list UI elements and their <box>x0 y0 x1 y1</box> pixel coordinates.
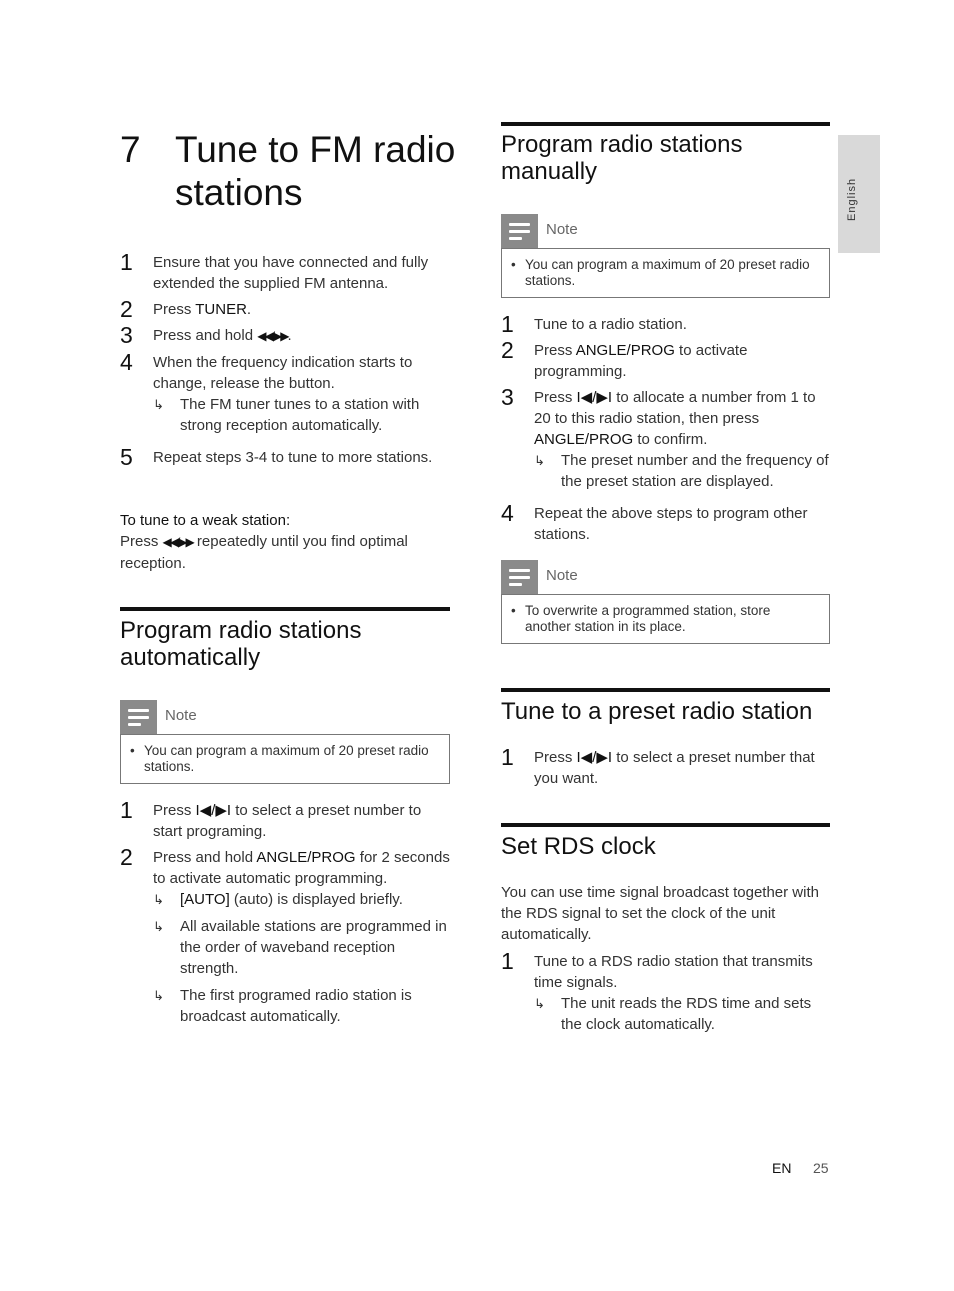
step-text: Tune to a radio station. <box>534 316 687 333</box>
bullet: • <box>511 603 516 618</box>
step-result <box>153 985 450 1027</box>
key-label: ANGLE/PROG <box>256 849 356 866</box>
step-text-mid: to allocate a number from 1 to 20 to this radio station, then press <box>534 389 816 427</box>
list-item <box>120 349 450 436</box>
step-result <box>534 993 830 1035</box>
key-label: TUNER <box>195 301 247 318</box>
step-text-end: . <box>246 301 252 318</box>
step-text: Tune to a RDS radio station that transmits time signals. <box>534 953 813 991</box>
list-item <box>501 744 830 789</box>
result-arrow-icon: ↳ <box>153 892 164 907</box>
note-label: Note <box>546 221 578 238</box>
step-text: Press <box>534 749 577 766</box>
tip-heading: To tune to a weak station: <box>120 512 291 529</box>
result-arrow-icon: ↳ <box>153 988 164 1003</box>
step-text: Press <box>534 389 577 406</box>
step-text: When the frequency indication starts to change, release the button. <box>153 354 413 392</box>
section-title-manual: Program radio stations manually <box>501 131 743 185</box>
note-box <box>501 594 830 644</box>
note-text: You can program a maximum of 20 preset radio stations. <box>144 743 429 774</box>
step-text: Repeat steps 3-4 to tune to more stations. <box>153 449 433 466</box>
note-text: To overwrite a programmed station, store another station in its place. <box>525 603 771 634</box>
section-title-rds: Set RDS clock <box>501 833 656 860</box>
step-text: Press and hold <box>153 327 258 344</box>
preset-steps-list <box>501 744 830 789</box>
note-label: Note <box>546 567 578 584</box>
prev-next-icon: I◀/▶I <box>576 749 613 766</box>
result-text: The unit reads the RDS time and sets the clock automatically. <box>561 995 812 1033</box>
list-item <box>501 311 830 337</box>
step-text-end: to select a preset number that you want. <box>534 749 815 787</box>
list-item <box>120 322 450 348</box>
page-number: 25 <box>813 1160 829 1176</box>
rds-intro: You can use time signal broadcast together with the RDS signal to set the clock of the unit automatically. <box>501 884 819 943</box>
language-tab-label: English <box>846 177 858 221</box>
list-item <box>120 249 450 294</box>
result-arrow-icon: ↳ <box>153 919 164 934</box>
note-icon <box>501 214 538 248</box>
step-number: 1 <box>501 311 514 337</box>
result-text: All available stations are programmed in the order of waveband reception strength. <box>180 918 447 977</box>
step-number: 2 <box>120 844 133 870</box>
step-number: 1 <box>120 249 133 275</box>
note-header <box>120 700 450 734</box>
section-title-auto: Program radio stations automatically <box>120 617 362 671</box>
note-auto <box>120 700 450 784</box>
weak-station-tip <box>120 510 450 574</box>
note-box <box>501 248 830 298</box>
bullet: • <box>130 743 135 758</box>
result-text: (auto) is displayed briefly. <box>229 891 403 908</box>
footer-language: EN <box>772 1160 792 1176</box>
key-label: ANGLE/PROG <box>534 431 634 448</box>
step-text-end: to confirm. <box>633 431 708 448</box>
tune-steps-list <box>120 249 450 470</box>
list-item <box>501 948 830 1035</box>
step-number: 4 <box>120 349 133 375</box>
step-number: 1 <box>120 797 133 823</box>
step-number: 2 <box>120 296 133 322</box>
chapter-heading: Tune to FM radio stations <box>175 129 456 213</box>
auto-steps-list <box>120 797 450 1027</box>
chapter-number: 7 <box>120 129 141 170</box>
list-item <box>501 384 830 492</box>
manual-steps-list <box>501 311 830 545</box>
list-item <box>120 797 450 842</box>
step-text-end: . <box>287 327 292 344</box>
step-result <box>153 916 450 979</box>
step-number: 2 <box>501 337 514 363</box>
step-number: 4 <box>501 500 514 526</box>
result-text: The first programed radio station is broadcast automatically. <box>180 987 412 1025</box>
note-box <box>120 734 450 784</box>
prev-next-icon: ◀◀/▶▶ <box>162 535 193 549</box>
section-divider <box>501 688 830 692</box>
step-number: 1 <box>501 948 514 974</box>
step-number: 3 <box>120 322 133 348</box>
step-text: Ensure that you have connected and fully extended the supplied FM antenna. <box>153 254 429 292</box>
step-text: Repeat the above steps to program other stations. <box>534 505 808 543</box>
result-arrow-icon: ↳ <box>153 397 164 412</box>
bullet: • <box>511 257 516 272</box>
step-text: Press <box>153 301 196 318</box>
step-number: 1 <box>501 744 514 770</box>
step-result <box>153 394 450 436</box>
note-icon <box>120 700 157 734</box>
prev-next-icon: I◀/▶I <box>195 802 232 819</box>
rds-steps-list <box>501 948 830 1035</box>
step-number: 3 <box>501 384 514 410</box>
result-text: The preset number and the frequency of the preset station are displayed. <box>561 452 829 490</box>
step-number: 5 <box>120 444 133 470</box>
step-text: Press <box>534 342 576 359</box>
key-label: ANGLE/PROG <box>575 342 675 359</box>
step-text-end: to activate programming. <box>534 342 748 380</box>
note-header <box>501 214 830 248</box>
tip-text <box>120 531 450 574</box>
prev-next-icon: ◀◀/▶▶ <box>257 329 288 343</box>
step-text-end: to select a preset number to start programing. <box>153 802 422 840</box>
list-item <box>501 337 830 382</box>
tip-text-start: Press <box>120 533 163 550</box>
section-divider <box>501 823 830 827</box>
list-item <box>501 500 830 545</box>
step-text-end: for 2 seconds to activate automatic programming. <box>153 849 450 887</box>
step-result <box>534 450 830 492</box>
prev-next-icon: I◀/▶I <box>576 389 613 406</box>
note-icon <box>501 560 538 594</box>
list-item <box>120 296 450 322</box>
list-item <box>120 444 450 470</box>
step-text: Press <box>153 802 196 819</box>
step-text: Press and hold <box>153 849 257 866</box>
list-item <box>120 844 450 1027</box>
note-header <box>501 560 830 594</box>
tip-text-end: repeatedly until you find optimal reception. <box>120 533 408 572</box>
key-label: [AUTO] <box>180 891 230 908</box>
language-tab <box>838 135 880 253</box>
note-text: You can program a maximum of 20 preset radio stations. <box>525 257 810 288</box>
result-arrow-icon: ↳ <box>534 453 545 468</box>
step-result <box>153 889 450 910</box>
note-manual-1 <box>501 214 830 298</box>
section-divider <box>501 122 830 126</box>
note-label: Note <box>165 707 197 724</box>
result-text: The FM tuner tunes to a station with strong reception automatically. <box>180 396 420 434</box>
section-title-preset: Tune to a preset radio station <box>501 698 813 725</box>
note-manual-2 <box>501 560 830 644</box>
section-divider <box>120 607 450 611</box>
result-arrow-icon: ↳ <box>534 996 545 1011</box>
